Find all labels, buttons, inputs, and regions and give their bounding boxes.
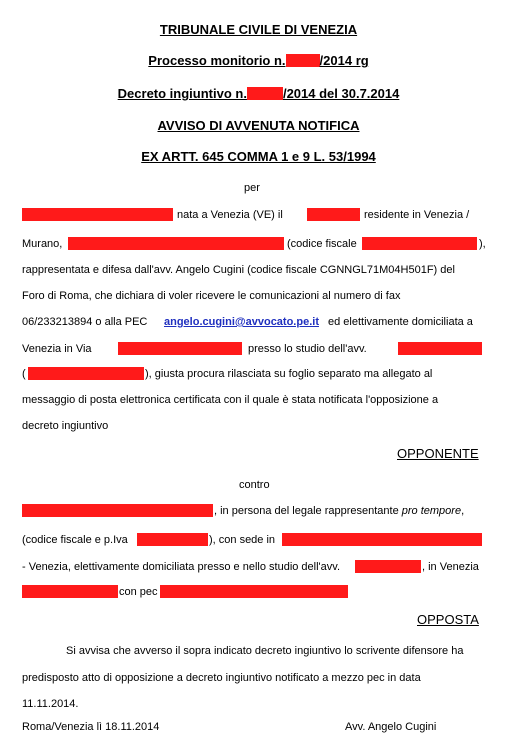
text-line: con pec: [119, 586, 158, 598]
text-line: ),: [479, 238, 486, 250]
redaction-box: [282, 533, 482, 546]
redaction-box: [68, 237, 284, 250]
text-line: (codice fiscale: [287, 238, 357, 250]
text-line: predisposto atto di opposizione a decreto ingiuntivo notificato a mezzo pec in data: [22, 672, 421, 684]
text-line: , in Venezia: [422, 561, 479, 573]
redaction-box: [362, 237, 477, 250]
redaction-box: [22, 504, 213, 517]
contro-label: contro: [239, 479, 270, 491]
text-line: Foro di Roma, che dichiara di voler ricevere le comunicazioni al numero di fax: [22, 290, 401, 302]
redaction-box: [355, 560, 421, 573]
text-line: Si avvisa che avverso il sopra indicato decreto ingiuntivo lo scrivente difensore ha: [66, 645, 464, 657]
text-line: Murano,: [22, 238, 63, 250]
redaction-box: [22, 208, 173, 221]
text-line: residente in Venezia /: [364, 209, 470, 221]
text-span: ,: [461, 505, 465, 517]
text-italic: pro tempore: [401, 505, 462, 517]
ex-artt-heading: EX ARTT. 645 COMMA 1 e 9 L. 53/1994: [141, 149, 376, 164]
text-line: presso lo studio dell'avv.: [248, 343, 367, 355]
redaction-box: [137, 533, 208, 546]
footer-date: Roma/Venezia lì 18.11.2014: [22, 721, 160, 733]
redaction-box: [398, 342, 482, 355]
text-line: Venezia in Via: [22, 343, 92, 355]
processo-suffix: /2014 rg: [319, 53, 369, 68]
text-line: 11.11.2014.: [22, 698, 79, 710]
redaction-box: [286, 54, 320, 67]
text-line: 06/233213894 o alla PEC: [22, 316, 148, 328]
text-line: nata a Venezia (VE) il: [177, 209, 283, 221]
text-line: (: [22, 368, 26, 380]
pec-email-link[interactable]: angelo.cugini@avvocato.pe.it: [164, 316, 319, 328]
processo-heading: [0, 53, 517, 68]
text-line: rappresentata e difesa dall'avv. Angelo Cugini (codice fiscale CGNNGL71M04H501F) del: [22, 264, 455, 276]
per-label: per: [244, 182, 260, 194]
redaction-box: [160, 585, 348, 598]
decreto-suffix: /2014 del 30.7.2014: [282, 86, 400, 101]
court-title: TRIBUNALE CIVILE DI VENEZIA: [159, 22, 358, 37]
redaction-box: [118, 342, 242, 355]
opponente-label: OPPONENTE: [397, 446, 479, 461]
redaction-box: [28, 367, 144, 380]
text-line: ), con sede in: [209, 534, 276, 546]
processo-label: Processo monitorio n.: [148, 53, 286, 68]
redaction-box: [22, 585, 118, 598]
text-line: (codice fiscale e p.Iva: [22, 534, 128, 546]
avviso-heading: AVVISO DI AVVENUTA NOTIFICA: [157, 118, 360, 133]
redaction-box: [307, 208, 360, 221]
text-span: , in persona del legale rappresentante: [214, 505, 399, 517]
text-line: decreto ingiuntivo: [22, 420, 109, 432]
decreto-heading: [0, 86, 517, 101]
text-line: [214, 505, 464, 518]
text-line: ), giusta procura rilasciata su foglio separato ma allegato al: [145, 368, 433, 380]
text-line: ed elettivamente domiciliata a: [328, 316, 473, 328]
footer-signature: Avv. Angelo Cugini: [345, 721, 437, 733]
redaction-box: [247, 87, 283, 100]
opposta-label: OPPOSTA: [417, 612, 479, 627]
text-line: messaggio di posta elettronica certificata con il quale è stata notificata l'opposizione a: [22, 394, 439, 406]
text-line: - Venezia, elettivamente domiciliata presso e nello studio dell'avv.: [22, 561, 341, 573]
decreto-label: Decreto ingiuntivo n.: [117, 86, 247, 101]
